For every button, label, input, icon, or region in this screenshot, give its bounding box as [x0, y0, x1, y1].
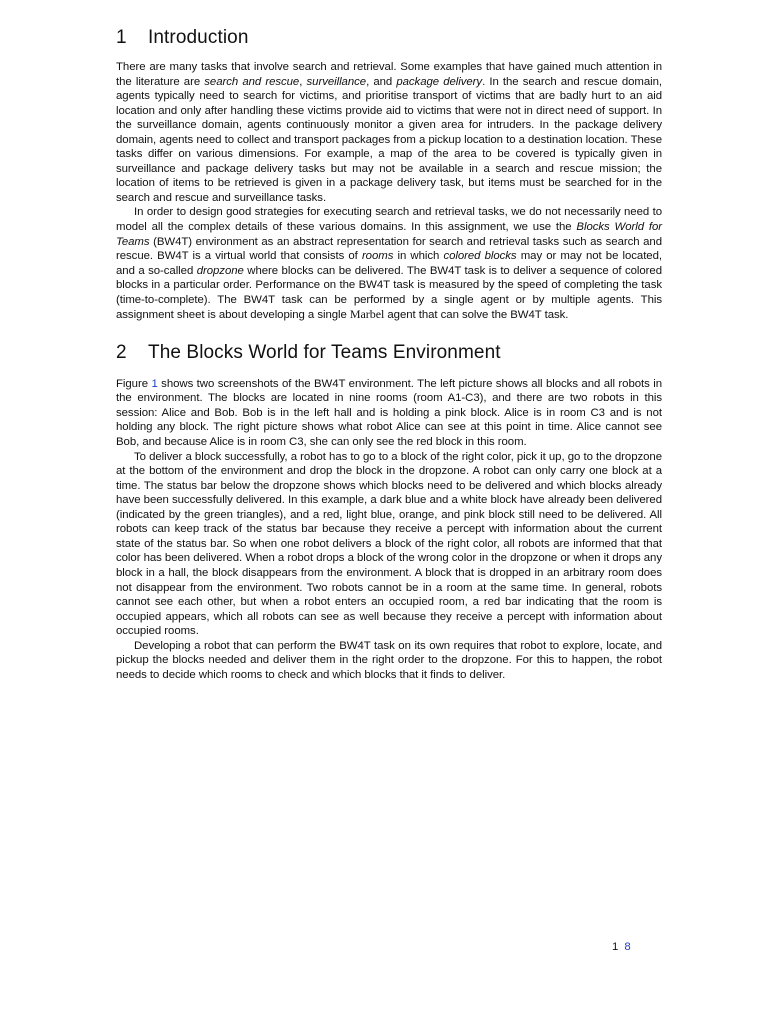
section-bw4t-environment	[116, 339, 662, 682]
bw4t-paragraph-2: To deliver a block successfully, a robot has to go to a block of the right color, pick it up, go to the dropzone at the bottom of the environment and drop the block in the dropzone. A robot can only carry one block at a time. The status bar below the dropzone shows which blocks need to be delivered and which blocks already have been successfully delivered. In this example, a dark blue and a white block have already been delivered (indicated by the green triangles), and a red, light blue, orange, and pink block still need to be delivered. All robots can keep track of the status bar because they receive a percept with information about the current state of the status bar. So when one robot delivers a block of the right color, all robots are informed that that color has been delivered. When a robot drops a block of the wrong color in the dropzone or when it drops any block in a hall, the block disappears from the environment. A block that is dropped in an arbitrary room does not disappear from the environment. Two robots cannot be in a room at the same time. In general, robots cannot see each other, but when a robot enters an occupied room, a red bar indicating that the room is occupied appears, which all robots can see as well because they receive a percept with information about occupied rooms.	[116, 450, 662, 638]
intro-paragraph-2	[116, 205, 662, 322]
text-run: There are many tasks that involve search and retrieval. Some examples that have gained much attention in the literature are	[116, 61, 662, 88]
page-content	[116, 24, 662, 682]
emphasis-text: dropzone	[196, 264, 244, 277]
emphasis-text: surveillance	[306, 75, 367, 88]
section-title: The Blocks World for Teams Environment	[148, 341, 501, 363]
section-title: Introduction	[148, 27, 249, 48]
emphasis-text: Blocks World for Teams	[116, 221, 663, 248]
text-run: may or may not be located, and a so-called	[116, 250, 662, 277]
text-run: . In the search and rescue domain, agents typically need to search for victims, and prioritise transport of victims that are badly hurt to an aid location and only after handling these victims provide aid to victims that were not in direct need of support. In the surveillance domain, agents continuously monitor a given area for intruders. In the package delivery domain, agents need to collect and transport packages from a pickup location to a destination location. These tasks differ on various dimensions. For example, a map of the area to be covered is typically given in surveillance and package delivery tasks but may not be available in a search and rescue mission; the location of items to be retrieved is given in a package delivery task, but items must be searched for in the search and rescue and surveillance tasks.	[116, 75, 662, 204]
text-run: agent that can solve the BW4T task.	[384, 309, 569, 322]
intro-paragraph-1	[116, 60, 662, 205]
bw4t-paragraph-3: Developing a robot that can perform the BW4T task on its own requires that robot to explore, locate, and pickup the blocks needed and deliver them in the right order to the dropzone. For this to happen, the robot needs to decide which rooms to check and which blocks that it finds to deliver.	[116, 639, 662, 681]
figure-reference-link[interactable]: 1	[151, 377, 158, 390]
current-page: 1	[612, 941, 619, 953]
text-run: ,	[299, 75, 307, 88]
section-heading	[116, 339, 662, 367]
text-run: Figure	[116, 377, 152, 390]
text-run: in which	[393, 250, 444, 263]
text-run: shows two screenshots of the BW4T environment. The left picture shows all blocks and all robots in the environment. The blocks are located in nine rooms (room A1-C3), and there are two robots in this session: Alice and Bob. Bob is in the left hall and is holding a pink block. Alice is in room C3 and is not holding any block. The right picture shows what robot Alice can see at this point in time. Alice cannot see Bob, and because Alice is in room C3, she can only see the red block in this room.	[116, 377, 662, 449]
marbel-term: Marbel	[349, 307, 385, 322]
text-run: In order to design good strategies for executing search and retrieval tasks, we do not necessarily need to model all the complex details of these various domains. In this assignment, we use the	[116, 206, 662, 234]
section-introduction	[116, 24, 662, 323]
emphasis-text: package delivery	[396, 75, 483, 88]
section-number: 1	[116, 27, 127, 48]
total-pages-link[interactable]: 8	[624, 941, 631, 953]
emphasis-text: search and rescue	[204, 75, 300, 88]
emphasis-text: rooms	[361, 250, 394, 263]
text-run: , and	[366, 75, 397, 88]
text-run: where blocks can be delivered. The BW4T task is to deliver a sequence of colored blocks in a particular order. Performance on the BW4T task is measured by the speed of completing the task (time-to-complete). The BW4T task can be performed by a single agent or by multiple agents. This assignment sheet is about developing a single	[116, 264, 662, 322]
bw4t-paragraph-1	[116, 377, 662, 450]
page-number	[612, 940, 631, 954]
emphasis-text: colored blocks	[443, 250, 517, 263]
section-number: 2	[116, 341, 127, 363]
section-heading	[116, 24, 662, 52]
text-run: (BW4T) environment as an abstract representation for search and retrieval tasks such as search and rescue. BW4T is a virtual world that consists of	[116, 235, 662, 263]
